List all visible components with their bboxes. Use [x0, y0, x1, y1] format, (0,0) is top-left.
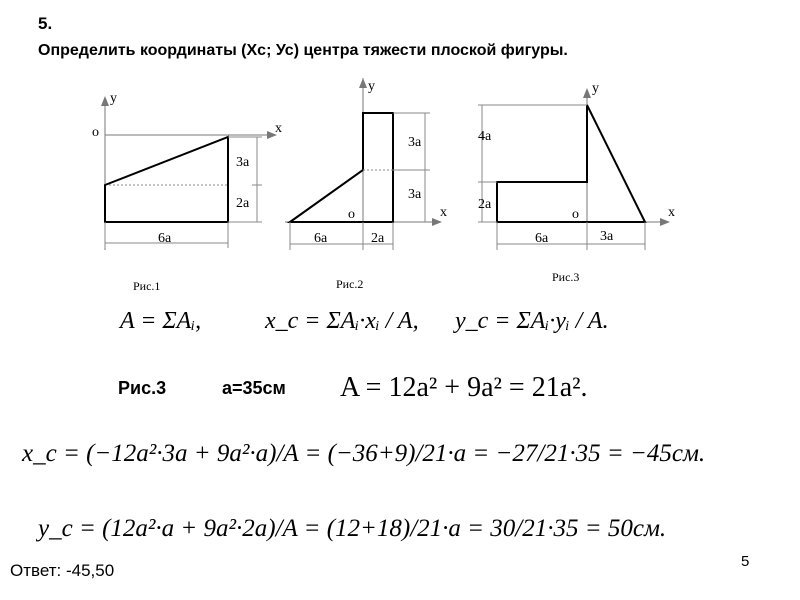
fig1-origin: o	[92, 125, 99, 140]
fig2-caption: Рис.2	[336, 277, 364, 291]
fig1-caption: Рис.1	[133, 279, 161, 293]
solution-xc: x_c = (−12a²·3a + 9a²·a)/A = (−36+9)/21·a = −27/21·35 = −45см.	[22, 440, 706, 467]
formula-area: A = ΣAᵢ,	[120, 308, 202, 334]
problem-statement: Определить координаты (Xc; Ус) центра тяжести плоской фигуры.	[38, 42, 568, 59]
page-number: 5	[741, 553, 750, 570]
fig3-dim-4a: 4a	[478, 129, 492, 144]
fig3-dim-3a: 3a	[600, 229, 614, 244]
fig2-dim-3a-bot: 3a	[408, 187, 422, 202]
fig2-origin: o	[348, 207, 355, 222]
figure-3	[478, 81, 675, 284]
fig2-dim-3a-top: 3a	[408, 135, 422, 150]
formula-yc: y_c = ΣAᵢ·yᵢ / A.	[455, 308, 609, 334]
fig1-axis-x: x	[275, 121, 282, 136]
fig1-axis-y: y	[110, 91, 117, 106]
given-a-value: a=35см	[222, 378, 286, 398]
fig1-dim-6a: 6a	[158, 231, 172, 246]
figure-1	[92, 91, 282, 293]
fig3-caption: Рис.3	[552, 270, 580, 284]
fig2-dim-2a: 2a	[371, 231, 385, 246]
fig3-origin: o	[572, 207, 579, 222]
formula-xc: x_c = ΣAᵢ·xᵢ / A,	[265, 308, 419, 334]
fig2-dim-6a: 6a	[314, 231, 328, 246]
fig1-dim-3a: 3a	[236, 155, 250, 170]
given-area-result: A = 12a² + 9a² = 21a².	[340, 372, 588, 403]
answer: Ответ: -45,50	[10, 561, 115, 580]
fig3-axis-y: y	[592, 81, 599, 96]
fig3-dim-2a: 2a	[478, 197, 492, 212]
fig2-axis-y: y	[368, 79, 375, 94]
fig3-axis-x: x	[668, 205, 675, 220]
solution-yc: y_c = (12a²·a + 9a²·2a)/A = (12+18)/21·a = 30/21·35 = 50см.	[38, 515, 667, 542]
fig3-dim-6a: 6a	[535, 231, 549, 246]
fig1-dim-2a: 2a	[236, 196, 250, 211]
problem-number: 5.	[38, 14, 53, 33]
given-fig-label: Рис.3	[118, 378, 167, 398]
figure-2	[285, 78, 447, 291]
fig2-axis-x: x	[440, 205, 447, 220]
